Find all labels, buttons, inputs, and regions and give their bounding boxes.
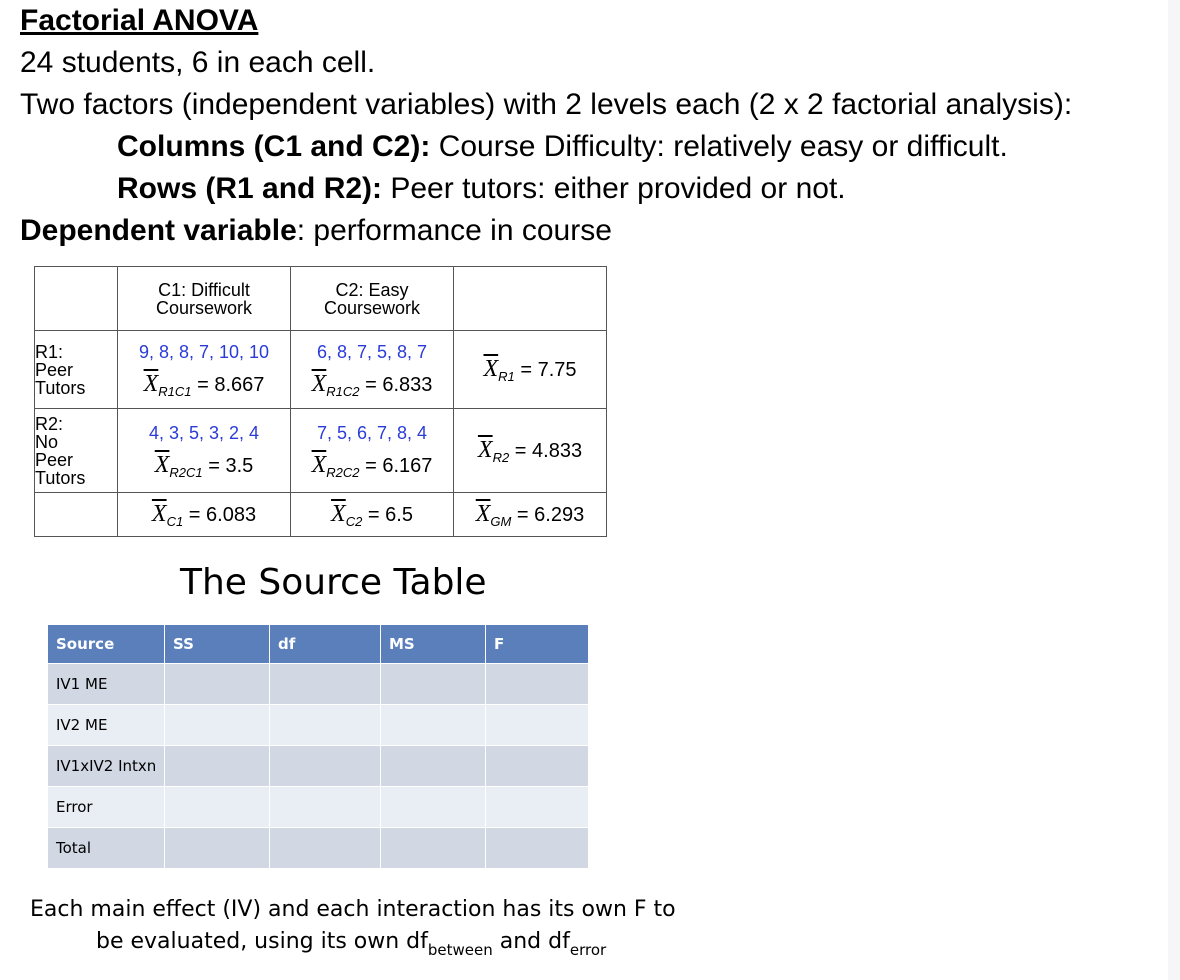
grand-mean-cell bbox=[454, 493, 607, 537]
footer-line-2: be evaluated, using its own $df_{between}$ and $df_{error}$ bbox=[96, 929, 607, 959]
ss-cell bbox=[165, 787, 270, 828]
dv-label: Dependent variable bbox=[20, 214, 297, 247]
r1c2-cell bbox=[291, 331, 454, 409]
r2c1-scores: 4, 3, 5, 3, 2, 4 bbox=[148, 422, 260, 443]
source-table bbox=[47, 624, 589, 869]
table-row bbox=[48, 746, 589, 787]
df-cell bbox=[270, 828, 381, 869]
columns-text: Course Difficulty: relatively easy or difficult. bbox=[430, 130, 1008, 163]
ss-cell bbox=[165, 828, 270, 869]
r1c1-mean: $\overline{X}_{R1C1} = 8.667$ bbox=[143, 370, 265, 399]
ms-cell bbox=[381, 664, 486, 705]
ss-cell bbox=[165, 664, 270, 705]
c2-mean: $\overline{X}_{C2} = 6.5$ bbox=[331, 501, 413, 529]
r1-mean-cell bbox=[454, 331, 607, 409]
r2c1-cell bbox=[118, 409, 291, 493]
r2c2-mean: $\overline{X}_{R2C2} = 6.167$ bbox=[311, 451, 433, 480]
row-label-iv2: IV2 ME bbox=[48, 705, 165, 746]
ms-cell bbox=[381, 705, 486, 746]
dv-text: : performance in course bbox=[296, 214, 612, 247]
means-table bbox=[34, 266, 607, 537]
df-cell bbox=[270, 787, 381, 828]
row-label-interaction: IV1xIV2 Intxn bbox=[48, 746, 165, 787]
source-table-title: The Source Table bbox=[180, 562, 487, 603]
rows-label: Rows (R1 and R2): bbox=[117, 172, 383, 205]
r1c2-mean: $\overline{X}_{R1C2} = 6.833$ bbox=[311, 370, 433, 399]
rows-text: Peer tutors: either provided or not. bbox=[382, 172, 846, 205]
means-row-r1 bbox=[35, 331, 607, 409]
footer-line-1: Each main effect (IV) and each interaction has its own F to bbox=[30, 897, 676, 922]
ss-cell bbox=[165, 746, 270, 787]
r2c2-scores: 7, 5, 6, 7, 8, 4 bbox=[316, 422, 428, 443]
source-header-row bbox=[48, 625, 589, 664]
c1-mean: $\overline{X}_{C1} = 6.083$ bbox=[151, 501, 257, 529]
c1-mean-cell bbox=[118, 493, 291, 537]
r2c1-mean: $\overline{X}_{R2C1} = 3.5$ bbox=[154, 451, 254, 480]
empty-header-cell bbox=[454, 267, 607, 331]
f-cell bbox=[486, 746, 589, 787]
r1-mean: $\overline{X}_{R1} = 7.75$ bbox=[483, 356, 577, 384]
r2-mean: $\overline{X}_{R2} = 4.833$ bbox=[477, 437, 583, 465]
header-ms: MS bbox=[381, 625, 486, 664]
header-f: F bbox=[486, 625, 589, 664]
header-source: Source bbox=[48, 625, 165, 664]
table-row bbox=[48, 828, 589, 869]
means-header-row bbox=[35, 267, 607, 331]
f-cell bbox=[486, 828, 589, 869]
header-ss: SS bbox=[165, 625, 270, 664]
f-cell bbox=[486, 787, 589, 828]
grand-mean: $\overline{X}_{GM} = 6.293$ bbox=[475, 501, 585, 529]
ms-cell bbox=[381, 787, 486, 828]
row-label-total: Total bbox=[48, 828, 165, 869]
ms-cell bbox=[381, 828, 486, 869]
col2-header: C2: Easy Coursework bbox=[291, 267, 454, 331]
df-cell bbox=[270, 664, 381, 705]
df-cell bbox=[270, 746, 381, 787]
means-row-r2 bbox=[35, 409, 607, 493]
r1-label: R1: Peer Tutors bbox=[35, 331, 118, 409]
page-edge-strip bbox=[1168, 0, 1180, 980]
table-row bbox=[48, 664, 589, 705]
row-label-iv1: IV1 ME bbox=[48, 664, 165, 705]
columns-description bbox=[117, 130, 1008, 164]
empty-corner-cell bbox=[35, 267, 118, 331]
dependent-variable bbox=[20, 214, 612, 248]
table-row bbox=[48, 787, 589, 828]
r1c1-cell bbox=[118, 331, 291, 409]
f-cell bbox=[486, 705, 589, 746]
ms-cell bbox=[381, 746, 486, 787]
empty-bottom-cell bbox=[35, 493, 118, 537]
r2c2-cell bbox=[291, 409, 454, 493]
c2-mean-cell bbox=[291, 493, 454, 537]
header-df: df bbox=[270, 625, 381, 664]
means-row-columns bbox=[35, 493, 607, 537]
col1-header: C1: Difficult Coursework bbox=[118, 267, 291, 331]
f-cell bbox=[486, 664, 589, 705]
columns-label: Columns (C1 and C2): bbox=[117, 130, 431, 163]
df-cell bbox=[270, 705, 381, 746]
row-label-error: Error bbox=[48, 787, 165, 828]
r1c1-scores: 9, 8, 8, 7, 10, 10 bbox=[138, 341, 270, 362]
rows-description bbox=[117, 172, 846, 206]
r1c2-scores: 6, 8, 7, 5, 8, 7 bbox=[316, 341, 428, 362]
intro-line-1: 24 students, 6 in each cell. bbox=[20, 46, 376, 79]
r2-mean-cell bbox=[454, 409, 607, 493]
table-row bbox=[48, 705, 589, 746]
r2-label: R2: No Peer Tutors bbox=[35, 409, 118, 493]
intro-line-2: Two factors (independent variables) with 2 levels each (2 x 2 factorial analysis): bbox=[20, 88, 1073, 121]
page-title: Factorial ANOVA bbox=[20, 4, 259, 37]
ss-cell bbox=[165, 705, 270, 746]
